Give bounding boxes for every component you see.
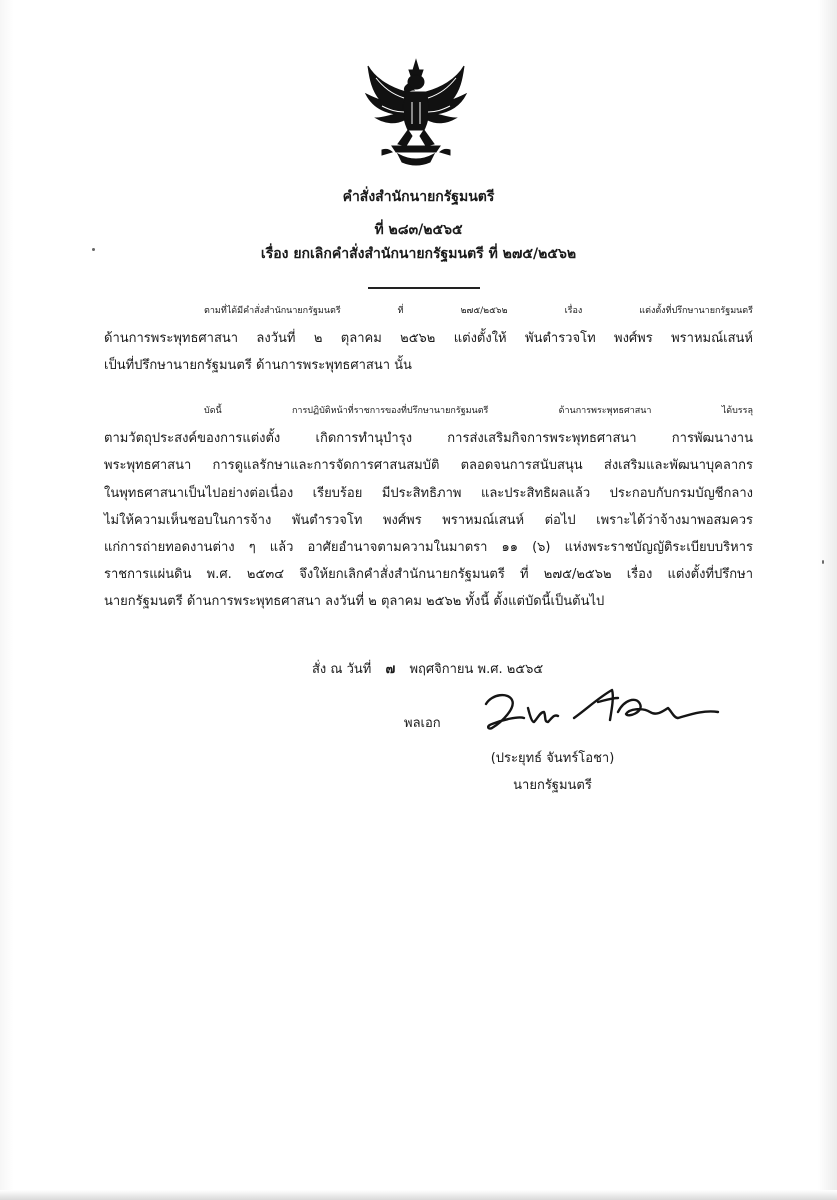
- document-subject: เรื่อง ยกเลิกคำสั่งสำนักนายกรัฐมนตรี ที่ ๒๗๕/๒๕๖๒: [260, 246, 577, 262]
- signer-rank: พลเอก: [404, 716, 441, 731]
- paragraph-2-line: ไม่ให้ความเห็นชอบในการจ้าง พันตำรวจโท พงศ์พร พราหมณ์เสนห์ ต่อไป เพราะได้ว่าจ้างมาพอสมควร: [104, 512, 753, 528]
- garuda-emblem-icon: [362, 58, 470, 170]
- scan-edge: [0, 1190, 837, 1200]
- document-title: คำสั่งสำนักนายกรัฐมนตรี: [342, 189, 495, 205]
- signer-name: (ประยุทธ์ จันทร์โอชา): [490, 751, 615, 766]
- paragraph-1-line: ตามที่ได้มีคำสั่งสำนักนายกรัฐมนตรี ที่ ๒๗๕/๒๕๖๒ เรื่อง แต่งตั้งที่ปรึกษานายกรัฐมนตรี: [204, 306, 753, 316]
- paragraph-2-line: ในพุทธศาสนาเป็นไปอย่างต่อเนื่อง เรียบร้อย มีประสิทธิภาพ และประสิทธิผลแล้ว ประกอบกับกรมบัญชีกลาง: [104, 485, 753, 501]
- scan-speck: [92, 248, 95, 251]
- ordered-month-year: พฤศจิกายน พ.ศ. ๒๕๖๕: [409, 662, 544, 677]
- paragraph-2-line: บัดนี้ การปฏิบัติหน้าที่ราชการของที่ปรึกษานายกรัฐมนตรี ด้านการพระพุทธศาสนา ได้บรรลุ: [204, 406, 753, 416]
- signer-position: นายกรัฐมนตรี: [513, 778, 592, 793]
- document-number: ที่ ๒๘๓/๒๕๖๕: [374, 222, 463, 238]
- heading-divider: [368, 287, 480, 289]
- paragraph-2-line: พระพุทธศาสนา การดูแลรักษาและการจัดการศาสนสมบัติ ตลอดจนการสนับสนุน ส่งเสริมและพัฒนาบุคลากร: [104, 458, 753, 474]
- paragraph-1-line: เป็นที่ปรึกษานายกรัฐมนตรี ด้านการพระพุทธศาสนา นั้น: [104, 358, 412, 374]
- handwritten-signature: [478, 682, 723, 738]
- paragraph-2-line: ตามวัตถุประสงค์ของการแต่งตั้ง เกิดการทำนุบำรุง การส่งเสริมกิจการพระพุทธศาสนา การพัฒนางาน: [104, 431, 753, 447]
- paragraph-2-line: ราชการแผ่นดิน พ.ศ. ๒๕๓๔ จึงให้ยกเลิกคำสั่งสำนักนายกรัฐมนตรี ที่ ๒๗๕/๒๕๖๒ เรื่อง แต่งตั้งที่ปรึกษา: [104, 567, 753, 583]
- ordered-day: ๗: [385, 662, 396, 677]
- scan-speck: [822, 560, 824, 564]
- paragraph-2-line: แก่การถ่ายทอดงานต่าง ๆ แล้ว อาศัยอำนาจตามความในมาตรา ๑๑ (๖) แห่งพระราชบัญญัติระเบียบบริหาร: [104, 540, 753, 556]
- paragraph-2-line: นายกรัฐมนตรี ด้านการพระพุทธศาสนา ลงวันที่ ๒ ตุลาคม ๒๕๖๒ ทั้งนี้ ตั้งแต่บัดนี้เป็นต้นไป: [104, 594, 605, 610]
- ordered-prefix: สั่ง ณ วันที่: [312, 662, 372, 677]
- paragraph-1: [104, 298, 753, 380]
- ordered-date-line: [312, 660, 543, 680]
- paragraph-2: [104, 398, 753, 616]
- paragraph-1-line: ด้านการพระพุทธศาสนา ลงวันที่ ๒ ตุลาคม ๒๕๖๒ แต่งตั้งให้ พันตำรวจโท พงศ์พร พราหมณ์เสนห์: [104, 331, 753, 347]
